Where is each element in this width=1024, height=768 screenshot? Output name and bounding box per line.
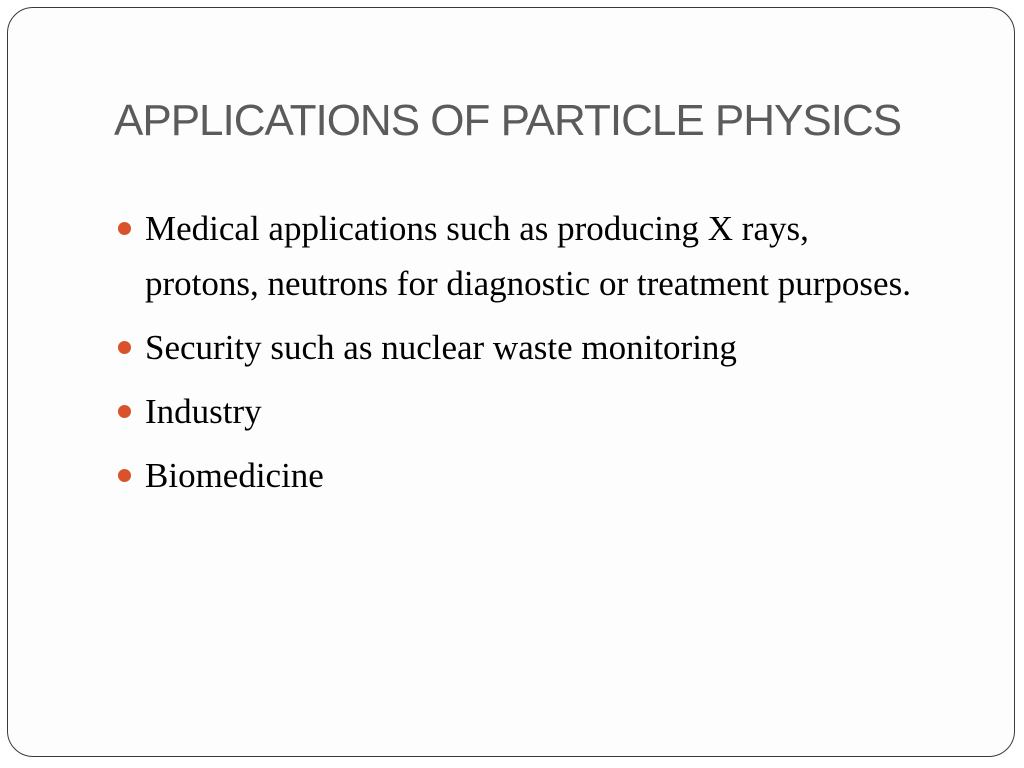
list-item xyxy=(114,201,914,311)
bullet-dot-icon xyxy=(118,222,131,235)
bullet-dot-icon xyxy=(118,405,131,418)
bullet-dot-icon xyxy=(118,341,131,354)
bullet-dot-icon xyxy=(118,469,131,482)
bullet-list xyxy=(114,201,914,512)
bullet-text: Biomedicine xyxy=(145,456,324,495)
bullet-text: Security such as nuclear waste monitoring xyxy=(145,328,737,367)
bullet-text: Industry xyxy=(145,392,262,431)
slide-title: APPLICATIONS OF PARTICLE PHYSICS xyxy=(114,96,902,145)
slide xyxy=(7,7,1015,757)
list-item xyxy=(114,384,914,439)
list-item xyxy=(114,448,914,503)
list-item xyxy=(114,320,914,375)
bullet-text: Medical applications such as producing X rays, protons, neutrons for diagnostic or treatment purposes. xyxy=(145,209,911,303)
